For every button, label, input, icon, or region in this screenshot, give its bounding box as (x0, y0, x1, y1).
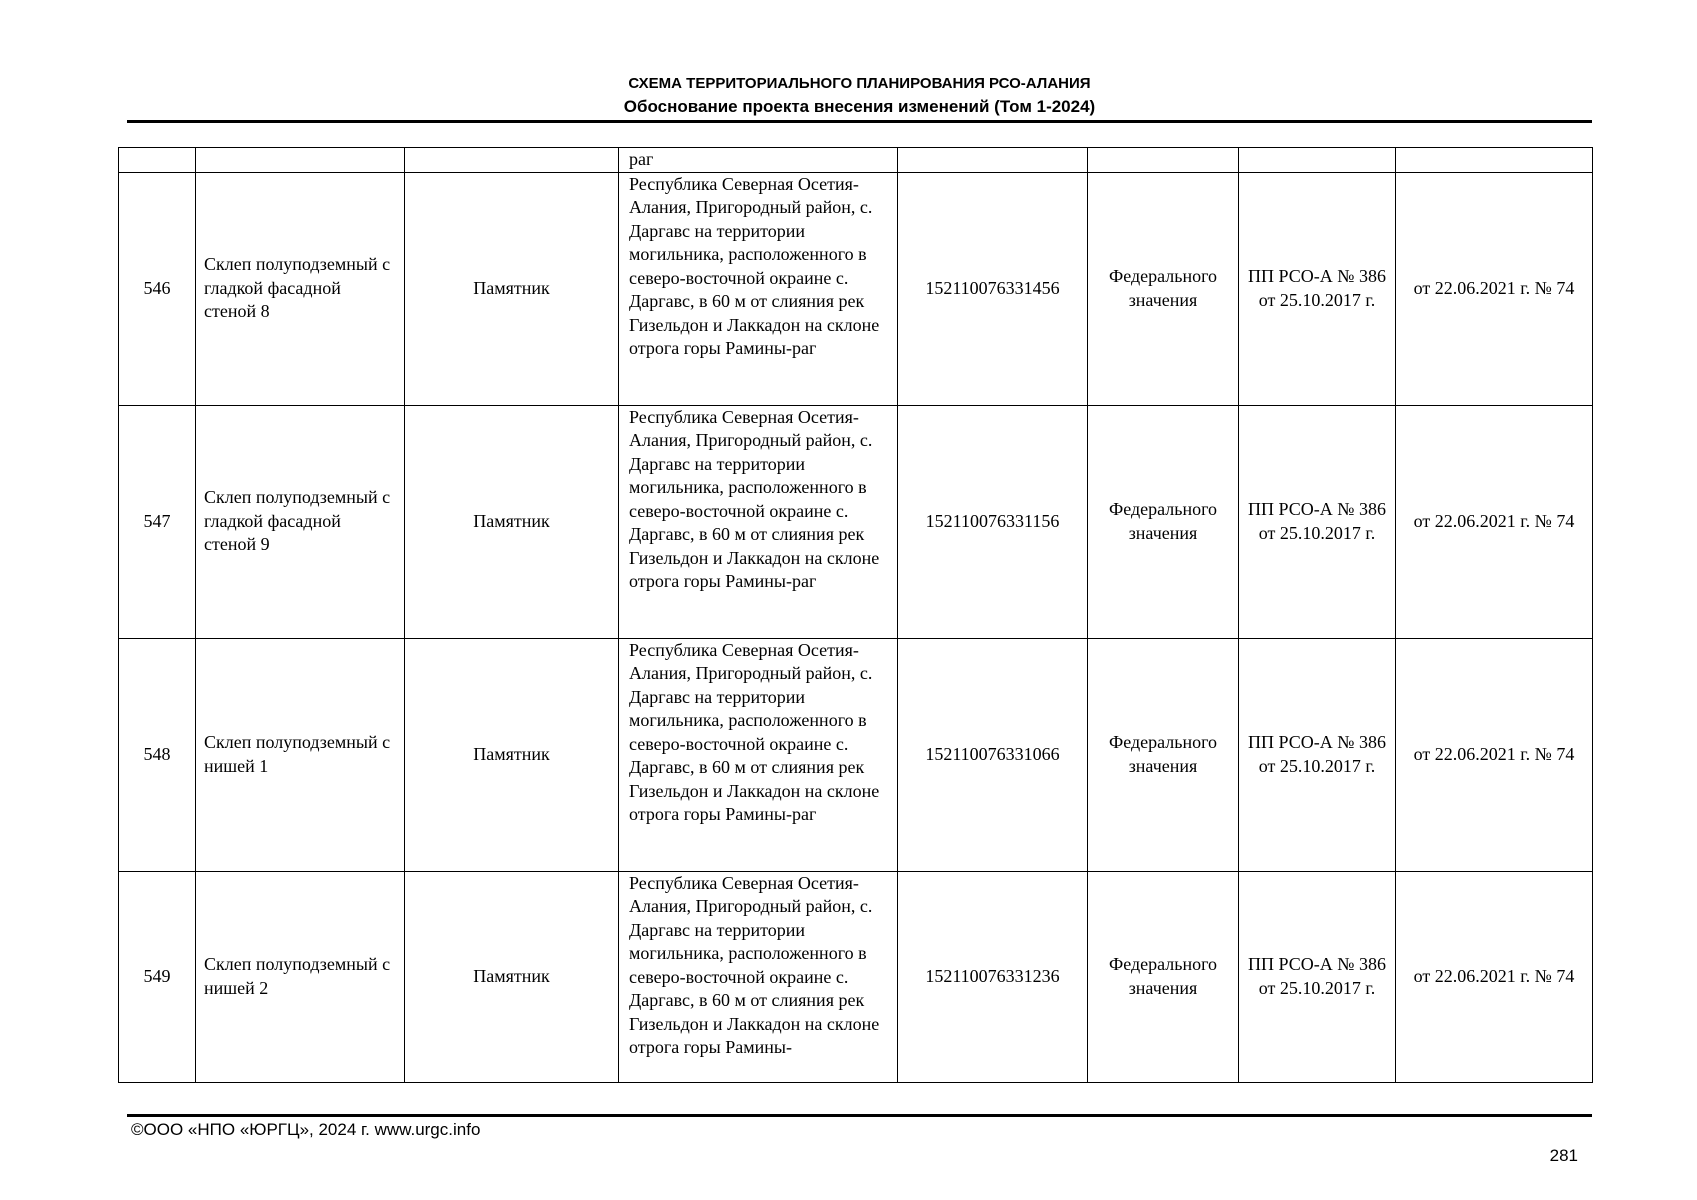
monuments-table (118, 147, 1593, 1083)
cell-date: от 22.06.2021 г. № 74 (1396, 871, 1593, 1082)
document-title: СХЕМА ТЕРРИТОРИАЛЬНОГО ПЛАНИРОВАНИЯ РСО-АЛАНИЯ (628, 75, 1091, 92)
cell-type: Памятник (405, 172, 619, 405)
table-row (119, 638, 1593, 871)
cell-document: ПП РСО-А № 386 от 25.10.2017 г. (1239, 871, 1396, 1082)
cell-document: ПП РСО-А № 386 от 25.10.2017 г. (1239, 172, 1396, 405)
cell-name: Склеп полуподземный с гладкой фасадной стеной 8 (196, 172, 405, 405)
footer-copyright: ©ООО «НПО «ЮРГЦ», 2024 г. www.urgc.info (131, 1120, 481, 1139)
cell-empty (1088, 148, 1239, 173)
cell-category: Федерального значения (1088, 172, 1239, 405)
cell-category: Федерального значения (1088, 405, 1239, 638)
cell-number: 547 (119, 405, 196, 638)
cell-category: Федерального значения (1088, 638, 1239, 871)
cell-type: Памятник (405, 871, 619, 1082)
cell-reg-number: 152110076331156 (898, 405, 1088, 638)
document-subtitle: Обоснование проекта внесения изменений (Том 1-2024) (623, 97, 1096, 116)
cell-address-tail: раг (619, 148, 898, 173)
footer-divider (127, 1114, 1592, 1117)
cell-date: от 22.06.2021 г. № 74 (1396, 638, 1593, 871)
cell-document: ПП РСО-А № 386 от 25.10.2017 г. (1239, 405, 1396, 638)
cell-empty (898, 148, 1088, 173)
cell-name: Склеп полуподземный с нишей 2 (196, 871, 405, 1082)
cell-empty (405, 148, 619, 173)
cell-reg-number: 152110076331456 (898, 172, 1088, 405)
cell-empty (196, 148, 405, 173)
table-row (119, 405, 1593, 638)
cell-address: Республика Северная Осетия-Алания, Пригородный район, с. Даргавс на территории могильника, расположенного в северо-восточной окраине с. Даргавс, в 60 м от слияния рек Гизельдон и Лаккадон на склоне отрога горы Рамины-раг (619, 638, 898, 871)
table-row-continuation (119, 148, 1593, 173)
cell-type: Памятник (405, 638, 619, 871)
cell-type: Памятник (405, 405, 619, 638)
cell-address: Республика Северная Осетия-Алания, Пригородный район, с. Даргавс на территории могильника, расположенного в северо-восточной окраине с. Даргавс, в 60 м от слияния рек Гизельдон и Лаккадон на склоне отрога горы Рамины-раг (619, 172, 898, 405)
cell-category: Федерального значения (1088, 871, 1239, 1082)
cell-reg-number: 152110076331236 (898, 871, 1088, 1082)
table-row (119, 871, 1593, 1082)
cell-empty (119, 148, 196, 173)
cell-empty (1396, 148, 1593, 173)
cell-address: Республика Северная Осетия-Алания, Пригородный район, с. Даргавс на территории могильника, расположенного в северо-восточной окраине с. Даргавс, в 60 м от слияния рек Гизельдон и Лаккадон на склоне отрога горы Рамины- (619, 871, 898, 1082)
table-row (119, 172, 1593, 405)
cell-number: 549 (119, 871, 196, 1082)
header-divider (127, 120, 1592, 123)
cell-document: ПП РСО-А № 386 от 25.10.2017 г. (1239, 638, 1396, 871)
page-number: 281 (1549, 1146, 1578, 1165)
cell-date: от 22.06.2021 г. № 74 (1396, 172, 1593, 405)
cell-address: Республика Северная Осетия-Алания, Пригородный район, с. Даргавс на территории могильника, расположенного в северо-восточной окраине с. Даргавс, в 60 м от слияния рек Гизельдон и Лаккадон на склоне отрога горы Рамины-раг (619, 405, 898, 638)
cell-number: 548 (119, 638, 196, 871)
cell-number: 546 (119, 172, 196, 405)
cell-empty (1239, 148, 1396, 173)
cell-reg-number: 152110076331066 (898, 638, 1088, 871)
cell-name: Склеп полуподземный с гладкой фасадной стеной 9 (196, 405, 405, 638)
cell-name: Склеп полуподземный с нишей 1 (196, 638, 405, 871)
cell-date: от 22.06.2021 г. № 74 (1396, 405, 1593, 638)
page-header (128, 72, 1591, 118)
